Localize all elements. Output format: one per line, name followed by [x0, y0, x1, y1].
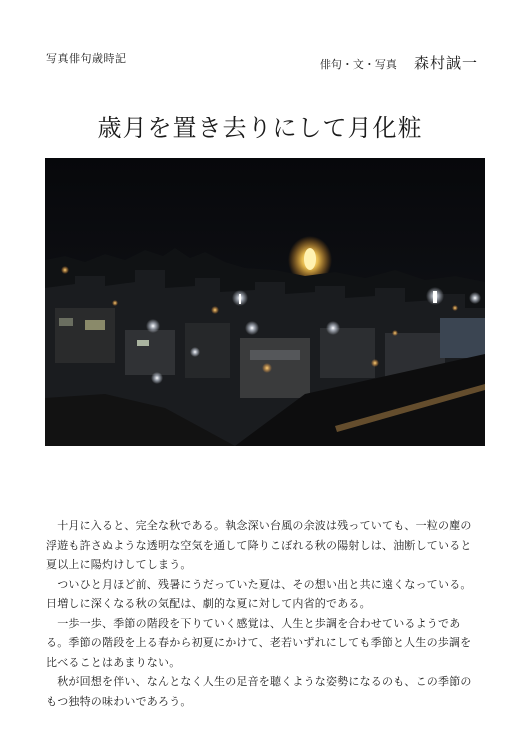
- moon: [304, 248, 316, 270]
- street-lamp: [146, 319, 160, 333]
- street-lamp: [469, 292, 481, 304]
- building: [320, 328, 375, 378]
- paragraph: 十月に入ると、完全な秋である。執念深い台風の余波は残っていても、一粒の塵の浮遊も許さぬような透明な空気を通して降りこぼれる秋の陽射しは、油断していると夏以上に陽灼けしてしまう。: [46, 519, 472, 571]
- warm-light: [392, 330, 398, 336]
- lamp-light: [239, 294, 241, 304]
- series-label: 写真俳句歳時記: [46, 52, 127, 65]
- warm-light: [112, 300, 118, 306]
- window: [137, 340, 149, 346]
- paragraph: 秋が回想を伴い、なんとなく人生の足音を聴くような姿勢になるのも、この季節のもつ独特の味わいであろう。: [46, 675, 472, 708]
- lamp-light: [433, 291, 437, 303]
- building: [55, 308, 115, 363]
- street-lamp: [190, 347, 200, 357]
- essay-body: [46, 516, 480, 711]
- building: [240, 338, 310, 398]
- byline: [320, 52, 478, 73]
- article-title: 歳月を置き去りにして月化粧: [97, 114, 423, 142]
- street-lamp: [326, 321, 340, 335]
- window: [250, 350, 300, 360]
- night-city-moon-photo: [45, 158, 485, 446]
- warm-light: [262, 363, 272, 373]
- author-name: 森村誠一: [413, 54, 478, 72]
- warm-light: [61, 266, 69, 274]
- paragraph: ついひと月ほど前、残暑にうだっていた夏は、その想い出と共に遠くなっている。日増しに深くなる秋の気配は、劇的な夏に対して内省的である。: [46, 577, 472, 610]
- warm-light: [452, 305, 458, 311]
- warm-light: [371, 359, 379, 367]
- street-lamp: [245, 321, 259, 335]
- building: [125, 330, 175, 375]
- warm-light: [211, 306, 219, 314]
- window: [85, 320, 105, 330]
- paragraph: 一歩一歩、季節の階段を下りていく感覚は、人生と歩調を合わせているようである。季節の階段を上る春から初夏にかけて、老若いずれにしても季節と人生の歩調を比べることはあまりない。: [46, 616, 472, 669]
- byline-roles: 俳句・文・写真: [319, 58, 397, 71]
- street-lamp: [151, 372, 163, 384]
- building: [440, 318, 485, 358]
- window: [59, 318, 73, 326]
